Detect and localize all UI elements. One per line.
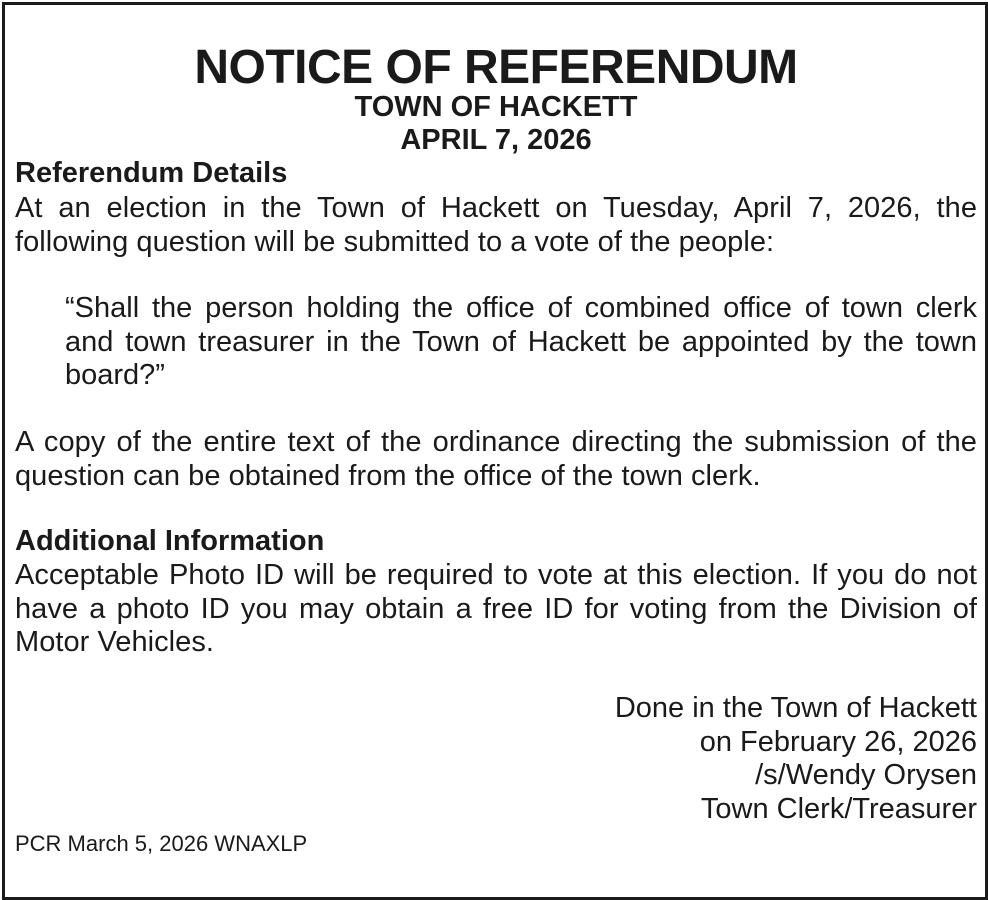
notice-frame — [2, 2, 988, 900]
town-name: TOWN OF HACKETT — [354, 91, 638, 123]
signature-line-1: Done in the Town of Hackett — [614, 692, 977, 724]
referendum-question: “Shall the person holding the office of combined office of town clerk and town treasurer in the Town of Hackett be appointed by the town board?” — [65, 292, 977, 391]
referendum-intro: At an election in the Town of Hackett on Tuesday, April 7, 2026, the following question will be submitted to a vote of the people: — [15, 192, 977, 258]
additional-info-text: Acceptable Photo ID will be required to vote at this election. If you do not have a photo ID you may obtain a free ID for voting from the Division of Motor Vehicles. — [15, 559, 977, 658]
referendum-details-heading: Referendum Details — [15, 157, 288, 189]
ordinance-copy-text: A copy of the entire text of the ordinance directing the submission of the question can be obtained from the office of the town clerk. — [15, 426, 977, 492]
publication-footer: PCR March 5, 2026 WNAXLP — [15, 831, 308, 856]
signature-line-3: /s/Wendy Orysen — [755, 759, 977, 791]
signature-block — [477, 692, 977, 826]
notice-title: NOTICE OF REFERENDUM — [194, 41, 798, 94]
signature-line-4: Town Clerk/Treasurer — [700, 792, 977, 825]
election-date: APRIL 7, 2026 — [400, 124, 592, 156]
signature-line-2: on February 26, 2026 — [699, 725, 977, 758]
additional-info-heading: Additional Information — [15, 525, 325, 557]
